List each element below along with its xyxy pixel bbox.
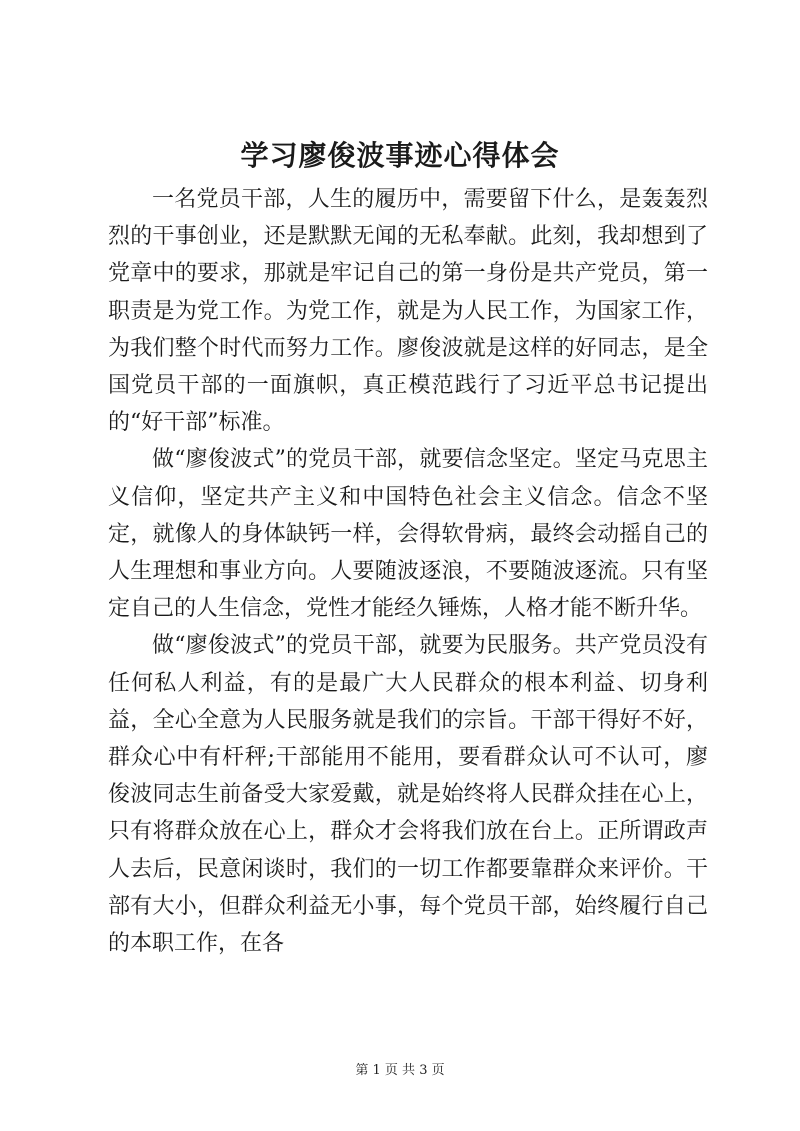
document-body <box>108 181 708 962</box>
document-title: 学习廖俊波事迹心得体会 <box>240 139 560 172</box>
page-number-footer: 第 1 页 共 3 页 <box>355 1063 445 1078</box>
paragraph-intro: 一名党员干部，人生的履历中，需要留下什么，是轰轰烈烈的干事创业，还是默默无闻的无私奉献。此刻，我却想到了党章中的要求，那就是牢记自己的第一身份是共产党员，第一职责是为党工作。为党工作，就是为人民工作，为国家工作，为我们整个时代而努力工作。廖俊波就是这样的好同志，是全国党员干部的一面旗帜，真正模范践行了习近平总书记提出的“好干部”标准。 <box>108 187 708 436</box>
paragraph-firm-belief: 做“廖俊波式”的党员干部，就要信念坚定。坚定马克思主义信仰，坚定共产主义和中国特色社会主义信念。信念不坚定，就像人的身体缺钙一样，会得软骨病，最终会动摇自己的人生理想和事业方向。人要随波逐浪，不要随波逐流。只有坚定自己的人生信念，党性才能经久锤炼，人格才能不断升华。 <box>108 447 708 622</box>
paragraph-serve-people: 做“廖俊波式”的党员干部，就要为民服务。共产党员没有任何私人利益，有的是最广大人民群众的根本利益、切身利益，全心全意为人民服务就是我们的宗旨。干部干得好不好，群众心中有杆秤;干部能用不能用，要看群众认可不认可，廖俊波同志生前备受大家爱戴，就是始终将人民群众挂在心上，只有将群众放在心上，群众才会将我们放在台上。正所谓政声人去后，民意闲谈时，我们的一切工作都要靠群众来评价。干部有大小，但群众利益无小事，每个党员干部，始终履行自己的本职工作，在各 <box>108 633 708 957</box>
